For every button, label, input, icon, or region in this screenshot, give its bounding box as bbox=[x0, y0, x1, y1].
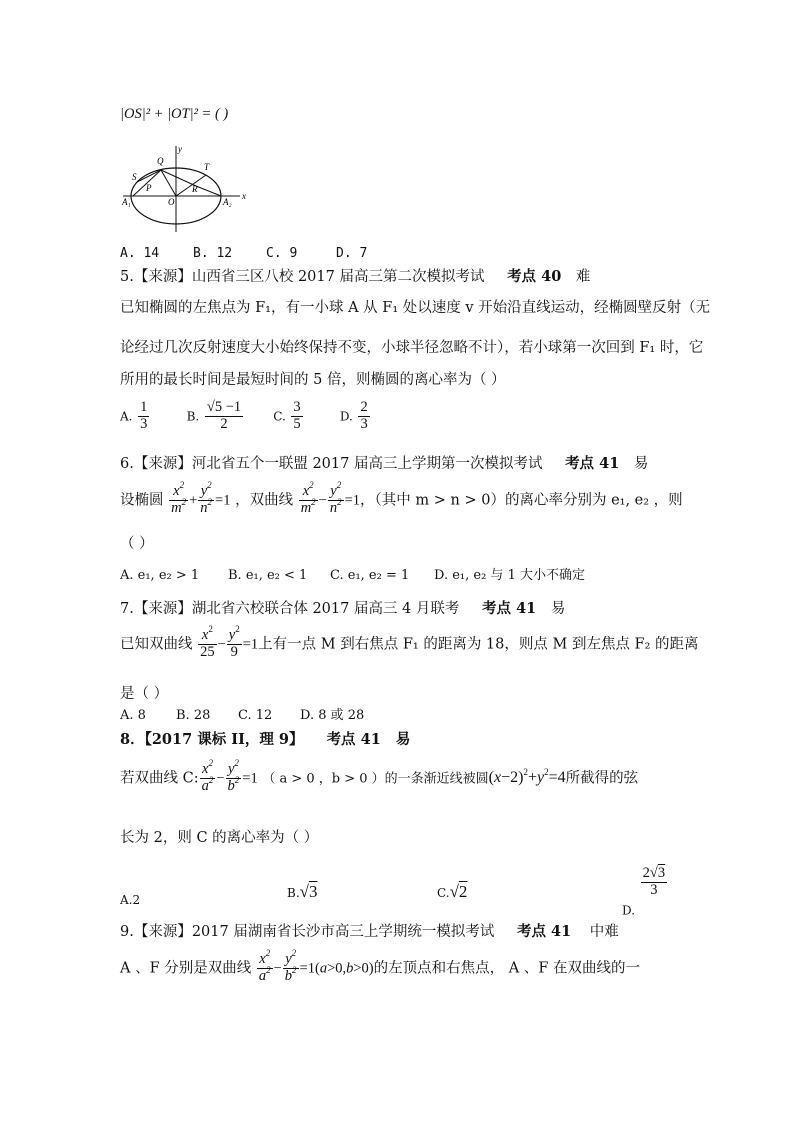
q5-d-num: 2 bbox=[360, 399, 368, 415]
q5-line3: 所用的最长时间是最短时间的 5 倍，则椭圆的离心率为（ ） bbox=[120, 372, 506, 388]
q4-option-c: C. 9 bbox=[266, 246, 298, 261]
q7-options bbox=[120, 704, 364, 723]
label-A1: A₁ bbox=[122, 197, 131, 207]
q8-difficulty: 易 bbox=[395, 731, 411, 748]
q6-header bbox=[120, 452, 648, 473]
label-A2: A₂ bbox=[223, 197, 232, 207]
q4-option-b: B. 12 bbox=[193, 246, 233, 261]
q8-line2: 长为 2，则 C 的离心率为（ ） bbox=[120, 830, 319, 846]
q8-option-a-text: A.2 bbox=[120, 893, 141, 907]
q6-ellipse-y-frac: $\frac{y^2}{n^2}$ bbox=[200, 480, 213, 516]
q8-circle-eq: $(x-2)^2+y^2=4$ bbox=[488, 767, 566, 787]
q5-option-c bbox=[273, 400, 335, 433]
q5-a-den: 3 bbox=[140, 415, 148, 432]
label-Q: Q bbox=[157, 156, 164, 166]
q6-hyperbola-y-frac: $\frac{y^2}{n^2}$ bbox=[329, 480, 342, 516]
q8-header bbox=[120, 728, 410, 749]
q8-text-a: 若双曲线 C: bbox=[120, 770, 199, 787]
q5-line2: 论经过几次反射速度大小始终保持不变，小球半径忽略不计），若小球第一次回到 F₁ 时，它 bbox=[120, 340, 704, 356]
q9-text-a: A 、F 分别是双曲线 bbox=[120, 960, 252, 977]
label-O: O bbox=[168, 197, 175, 207]
q6-option-d: D. e₁, e₂ 与 1 大小不确定 bbox=[434, 568, 585, 583]
q9-text-b: 的左顶点和右焦点， A 、F 在双曲线的一 bbox=[373, 960, 640, 977]
q5-header bbox=[120, 265, 590, 286]
q5-point: 考点 40 bbox=[507, 268, 562, 285]
q7-header bbox=[120, 597, 565, 618]
q6-text-b: ，双曲线 bbox=[235, 492, 294, 509]
q6-option-a: A. e₁, e₂ > 1 bbox=[120, 568, 200, 583]
q5-difficulty: 难 bbox=[575, 269, 591, 285]
q8-text-b: （ a > 0 ，b > 0 ）的一条渐近线被圆 bbox=[262, 771, 489, 787]
label-P: P bbox=[146, 183, 152, 193]
q5-option-a-fraction bbox=[138, 400, 149, 433]
q5-c-den: 5 bbox=[293, 415, 301, 432]
q7-line2: 是（ ） bbox=[120, 686, 169, 702]
q9-source: 9.【来源】2017 届湖南省长沙市高三上学期统一模拟考试 bbox=[120, 924, 495, 940]
q9-y-frac: $\frac{y^2}{b^2}$ bbox=[284, 948, 297, 984]
q7-line1: 已知双曲线 $\frac{x^2}{25}$ − $\frac{y^2}{9}$ =1上有一点 M 到右焦点 F₁ 的距离为 18，则点 M 到左焦点 F₂ 的距离 bbox=[120, 624, 699, 660]
label-T: T bbox=[204, 162, 210, 172]
q8-point: 考点 41 bbox=[326, 731, 381, 748]
label-S: S bbox=[132, 172, 137, 182]
q9-condition: =1(a>0,b>0) bbox=[299, 960, 374, 977]
q6-options bbox=[120, 564, 585, 583]
q7-point: 考点 41 bbox=[482, 600, 537, 617]
q8-option-b-value: √3 bbox=[299, 882, 318, 901]
q4-expr-text: |OS|² + |OT|² = ( ) bbox=[120, 106, 229, 122]
q7-option-c: C. 12 bbox=[238, 708, 273, 723]
q9-difficulty: 中难 bbox=[589, 924, 619, 940]
q8-x-frac: $\frac{x^2}{a^2}$ bbox=[201, 758, 214, 794]
q5-option-b-fraction bbox=[205, 400, 243, 433]
q7-source: 7.【来源】湖北省六校联合体 2017 届高三 4 月联考 bbox=[120, 601, 460, 617]
q4-ellipse-figure bbox=[118, 142, 253, 232]
q8-option-c bbox=[437, 882, 467, 902]
q7-option-b: B. 28 bbox=[176, 708, 211, 723]
q9-line1: A 、F 分别是双曲线 $\frac{x^2}{a^2}$ − $\frac{y^2}{b^2}$ =1(a>0,b>0)的左顶点和右焦点， A 、F 在双曲线的一 bbox=[120, 948, 640, 984]
q5-d-den: 3 bbox=[360, 415, 368, 432]
q7-y-frac: $\frac{y^2}{9}$ bbox=[228, 624, 240, 660]
q8-option-c-value: √2 bbox=[449, 882, 468, 901]
q5-b-den: 2 bbox=[220, 415, 228, 432]
q6-text-c: ，（其中 m > n > 0）的离心率分别为 e₁, e₂ ，则 bbox=[360, 492, 683, 509]
q5-option-b bbox=[187, 400, 269, 433]
q8-option-d bbox=[622, 866, 668, 917]
label-x: x bbox=[242, 191, 246, 201]
q5-option-a-label: A. bbox=[120, 409, 133, 424]
q8-option-d-label: D. bbox=[622, 903, 636, 918]
q6-ellipse-x-frac: $\frac{x^2}{m^2}$ bbox=[171, 480, 187, 516]
label-y: y bbox=[178, 144, 182, 154]
q8-text-c: 所截得的弦 bbox=[565, 770, 639, 787]
q5-source: 5.【来源】山西省三区八校 2017 届高三第二次模拟考试 bbox=[120, 269, 485, 285]
q5-options bbox=[120, 400, 371, 433]
q9-point: 考点 41 bbox=[516, 923, 572, 940]
q5-option-d-fraction bbox=[358, 400, 369, 433]
q7-option-d: D. 8 或 28 bbox=[300, 708, 365, 723]
q6-option-c: C. e₁, e₂ = 1 bbox=[330, 568, 410, 583]
q7-x-frac: $\frac{x^2}{25}$ bbox=[200, 624, 215, 660]
q5-c-num: 3 bbox=[293, 399, 301, 415]
q5-option-b-label: B. bbox=[186, 409, 200, 424]
q8-y-frac: $\frac{y^2}{b^2}$ bbox=[227, 758, 240, 794]
q5-option-a bbox=[120, 400, 182, 433]
q8-line1: 若双曲线 C: $\frac{x^2}{a^2}$ − $\frac{y^2}{b^2}$ =1 （ a > 0 ，b > 0 ）的一条渐近线被圆$(x-2)^2+y^2=4$所截得的弦 bbox=[120, 758, 639, 794]
q5-option-c-label: C. bbox=[273, 409, 286, 424]
q8-option-d-fraction: $\frac{2√3}{3}$ bbox=[642, 865, 666, 898]
q6-difficulty: 易 bbox=[633, 456, 649, 472]
q4-option-a: A. 14 bbox=[120, 246, 160, 261]
q4-options bbox=[120, 246, 367, 261]
q5-option-d-label: D. bbox=[339, 409, 353, 424]
q5-b-num: √5 −1 bbox=[206, 399, 242, 415]
q5-option-d bbox=[340, 400, 371, 433]
q9-header bbox=[120, 920, 619, 941]
q8-source: 8．【2017 课标 II，理 9】 bbox=[120, 731, 304, 748]
q7-difficulty: 易 bbox=[550, 601, 566, 617]
q6-line2: （ ） bbox=[120, 536, 154, 552]
q7-option-a: A. 8 bbox=[120, 708, 146, 723]
q8-option-a bbox=[120, 892, 140, 908]
q6-source: 6.【来源】河北省五个一联盟 2017 届高三上学期第一次模拟考试 bbox=[120, 456, 543, 472]
q4-expression bbox=[120, 106, 228, 123]
q8-option-b bbox=[287, 882, 317, 902]
q8-option-b-label: B. bbox=[287, 886, 300, 900]
q6-point: 考点 41 bbox=[565, 455, 620, 472]
q4-option-d: D. 7 bbox=[336, 246, 368, 261]
q5-line1: 已知椭圆的左焦点为 F₁，有一小球 A 从 F₁ 处以速度 v 开始沿直线运动，经椭圆壁反射（无 bbox=[120, 300, 711, 316]
q7-text-a: 已知双曲线 bbox=[120, 636, 193, 653]
q7-text-b: 上有一点 M 到右焦点 F₁ 的距离为 18，则点 M 到左焦点 F₂ 的距离 bbox=[258, 636, 699, 653]
label-R: R bbox=[192, 184, 198, 194]
q5-option-c-fraction bbox=[291, 400, 302, 433]
q6-line1: 设椭圆 $\frac{x^2}{m^2}$ + $\frac{y^2}{n^2}$ =1 ，双曲线 $\frac{x^2}{m^2}$ − $\frac{y^2}{n^2}$ =1，（其中 m > n > 0）的离心率分别为 e₁, e₂ ，则 bbox=[120, 480, 683, 516]
q9-x-frac: $\frac{x^2}{a^2}$ bbox=[258, 948, 271, 984]
q8-option-c-label: C. bbox=[437, 886, 450, 900]
q6-text-a: 设椭圆 bbox=[120, 492, 164, 509]
q5-a-num: 1 bbox=[140, 399, 148, 415]
q6-option-b: B. e₁, e₂ < 1 bbox=[228, 568, 308, 583]
q6-hyperbola-x-frac: $\frac{x^2}{m^2}$ bbox=[300, 480, 316, 516]
